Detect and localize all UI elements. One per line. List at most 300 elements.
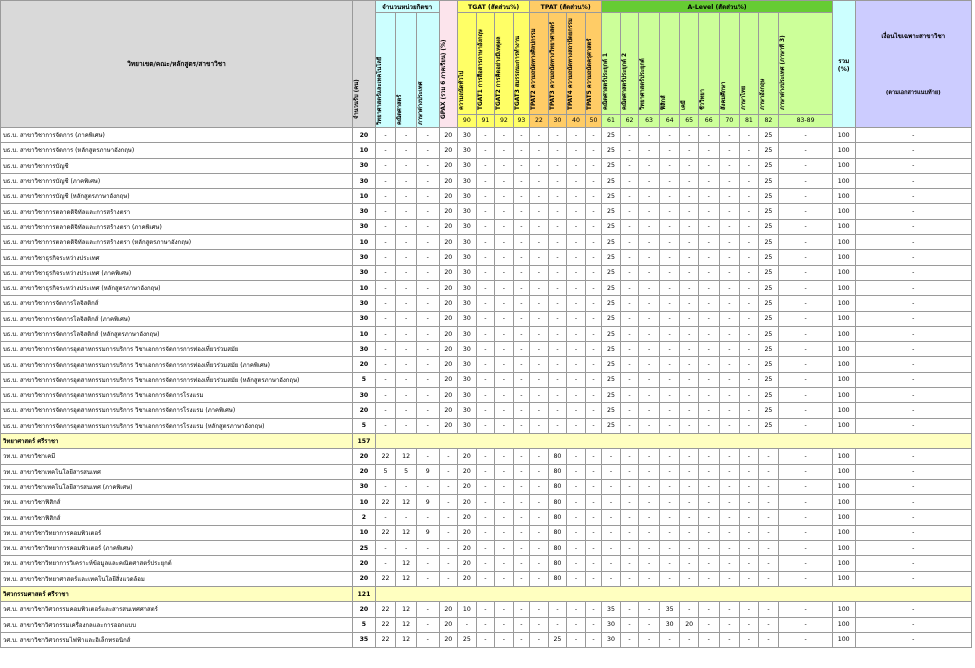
seats-cell: 20 (353, 449, 376, 464)
conditions-cell: - (855, 235, 971, 250)
alevel-cell: - (698, 326, 719, 341)
program-row (1, 571, 972, 586)
conditions-cell: - (855, 158, 971, 173)
tgat-cell: 30 (458, 372, 477, 387)
tgat-cell: 30 (458, 265, 477, 280)
alevel-cell: 35 (659, 602, 680, 617)
tgat-cell: - (476, 219, 495, 234)
units-cell: - (416, 372, 439, 387)
total-cell: 100 (832, 372, 855, 387)
alevel-cell: - (779, 602, 833, 617)
alevel-cell: - (698, 265, 719, 280)
alevel-cell: - (758, 541, 779, 556)
alevel-cell: - (659, 265, 680, 280)
tgat-cell: - (476, 265, 495, 280)
alevel-cell: - (620, 510, 639, 525)
alevel-cell: - (659, 311, 680, 326)
alevel-cell: - (680, 418, 699, 433)
alevel-cell: 25 (758, 388, 779, 403)
alevel-cell: - (680, 479, 699, 494)
program-row (1, 525, 972, 540)
alevel-cell: - (698, 128, 719, 143)
alevel-cell: - (698, 250, 719, 265)
tgat-cell: - (476, 173, 495, 188)
total-cell: 100 (832, 357, 855, 372)
alevel-cell: - (620, 495, 639, 510)
alevel-cell: - (602, 495, 621, 510)
alevel-cell: - (639, 128, 660, 143)
alevel-cell: - (620, 173, 639, 188)
units-cell: - (375, 235, 396, 250)
seats-cell: 10 (353, 189, 376, 204)
alevel-cell: - (779, 173, 833, 188)
tpat-cell: - (567, 449, 586, 464)
tgat-col-header: TGAT1 การสื่อสารภาษาอังกฤษ (476, 13, 495, 115)
alevel-cell: 25 (758, 128, 779, 143)
total-cell: 100 (832, 418, 855, 433)
alevel-cell: - (639, 617, 660, 632)
alevel-cell: - (659, 296, 680, 311)
tpat-cell: - (585, 128, 601, 143)
tpat-cell: - (567, 311, 586, 326)
tgat-cell: - (513, 403, 529, 418)
conditions-cell: - (855, 143, 971, 158)
alevel-col-header: ภาษาอังกฤษ (758, 13, 779, 115)
gpax-cell: 20 (439, 403, 458, 418)
units-cell: - (416, 280, 439, 295)
faculty-row (1, 433, 972, 448)
alevel-cell: - (719, 143, 740, 158)
gpax-cell: - (439, 571, 458, 586)
gpax-cell: 20 (439, 296, 458, 311)
alevel-cell: - (779, 158, 833, 173)
units-cell: 9 (416, 525, 439, 540)
units-cell: 12 (396, 556, 417, 571)
units-cell: - (396, 219, 417, 234)
tgat-cell: 30 (458, 250, 477, 265)
tgat-cell: - (476, 128, 495, 143)
alevel-cell: - (620, 479, 639, 494)
alevel-cell: - (680, 265, 699, 280)
tgat-cell: - (476, 525, 495, 540)
tpat-cell: - (585, 525, 601, 540)
tgat-cell: - (495, 571, 514, 586)
tgat-cell: - (476, 418, 495, 433)
tpat-cell: - (567, 265, 586, 280)
gpax-cell: 20 (439, 204, 458, 219)
tgat-cell: - (495, 357, 514, 372)
total-cell: 100 (832, 219, 855, 234)
alevel-cell: - (639, 250, 660, 265)
alevel-cell: - (698, 204, 719, 219)
alevel-cell: - (779, 525, 833, 540)
units-cell: 22 (375, 571, 396, 586)
tgat-cell: - (495, 219, 514, 234)
units-cell: - (416, 158, 439, 173)
alevel-cell: - (698, 219, 719, 234)
tpat-cell: - (530, 173, 549, 188)
seats-cell: 5 (353, 372, 376, 387)
units-cell: - (416, 571, 439, 586)
gpax-cell: - (439, 525, 458, 540)
tpat-cell: - (548, 143, 567, 158)
seats-cell: 10 (353, 495, 376, 510)
tpat-cell: - (548, 280, 567, 295)
alevel-cell: - (779, 280, 833, 295)
alevel-cell: - (659, 556, 680, 571)
alevel-cell: - (659, 449, 680, 464)
total-cell: 100 (832, 280, 855, 295)
units-cell: - (416, 388, 439, 403)
faculty-row (1, 586, 972, 601)
conditions-cell: - (855, 602, 971, 617)
tgat-cell: - (476, 571, 495, 586)
tpat-cell: - (567, 617, 586, 632)
gpax-cell: 20 (439, 143, 458, 158)
conditions-cell: - (855, 219, 971, 234)
alevel-cell: - (698, 235, 719, 250)
tgat-cell: 10 (458, 602, 477, 617)
seats-cell: 20 (353, 602, 376, 617)
conditions-cell: - (855, 403, 971, 418)
tgat-cell: 20 (458, 556, 477, 571)
tpat-cell: - (530, 632, 549, 647)
tpat-cell: - (567, 464, 586, 479)
alevel-cell: - (719, 265, 740, 280)
alevel-cell: 25 (758, 173, 779, 188)
alevel-cell: - (740, 449, 759, 464)
alevel-cell: - (659, 571, 680, 586)
program-row (1, 388, 972, 403)
units-cell: - (375, 556, 396, 571)
units-cell: - (396, 128, 417, 143)
alevel-cell: - (779, 357, 833, 372)
tgat-cell: - (513, 632, 529, 647)
tpat-cell: - (567, 571, 586, 586)
alevel-cell: - (620, 357, 639, 372)
tgat-cell: - (513, 235, 529, 250)
tgat-cell: - (513, 479, 529, 494)
units-cell: - (396, 372, 417, 387)
tpat-cell: - (585, 418, 601, 433)
tgat-cell: - (495, 143, 514, 158)
alevel-cell: - (719, 541, 740, 556)
tgat-cell: - (476, 189, 495, 204)
tpat-cell: - (548, 128, 567, 143)
conditions-cell: - (855, 311, 971, 326)
alevel-cell: - (680, 510, 699, 525)
tgat-cell: - (513, 449, 529, 464)
tgat-cell: 30 (458, 143, 477, 158)
tgat-cell: 30 (458, 342, 477, 357)
tgat-cell: - (495, 173, 514, 188)
alevel-cell: - (620, 280, 639, 295)
gpax-cell: 20 (439, 158, 458, 173)
alevel-cell: - (602, 571, 621, 586)
program-row (1, 464, 972, 479)
alevel-cell: - (680, 357, 699, 372)
tgat-cell: 25 (458, 632, 477, 647)
tpat-cell: - (548, 602, 567, 617)
tpat-cell: 80 (548, 556, 567, 571)
alevel-cell: 25 (758, 189, 779, 204)
units-cell: - (416, 342, 439, 357)
alevel-cell: - (680, 204, 699, 219)
program-row (1, 556, 972, 571)
alevel-cell: 25 (602, 372, 621, 387)
tgat-cell: - (495, 326, 514, 341)
alevel-cell: - (659, 464, 680, 479)
alevel-cell: - (719, 403, 740, 418)
units-cell: 22 (375, 602, 396, 617)
alevel-cell: 25 (602, 219, 621, 234)
seats-cell: 10 (353, 235, 376, 250)
alevel-cell: 25 (602, 311, 621, 326)
alevel-cell: - (620, 372, 639, 387)
tpat-cell: - (530, 219, 549, 234)
tgat-cell: - (476, 296, 495, 311)
units-cell: - (375, 173, 396, 188)
total-cell: 100 (832, 510, 855, 525)
tpat-cell: - (530, 357, 549, 372)
tgat-cell: - (513, 418, 529, 433)
alevel-cell: - (698, 311, 719, 326)
units-cell: - (396, 403, 417, 418)
tpat-cell: - (567, 632, 586, 647)
tpat-cell: - (567, 143, 586, 158)
alevel-cell: - (698, 525, 719, 540)
tpat-cell: - (548, 235, 567, 250)
alevel-cell: - (779, 495, 833, 510)
units-col-header: ภาษาต่างประเทศ (416, 13, 439, 128)
alevel-cell: - (740, 372, 759, 387)
gpax-cell: 20 (439, 219, 458, 234)
total-cell: 100 (832, 464, 855, 479)
seats-cell: 30 (353, 173, 376, 188)
total-cell: 100 (832, 388, 855, 403)
tpat-cell: 80 (548, 571, 567, 586)
alevel-cell: - (779, 632, 833, 647)
alevel-col-code: 66 (698, 114, 719, 127)
seats-cell: 30 (353, 250, 376, 265)
alevel-cell: - (680, 326, 699, 341)
program-name-cell: บธ.บ. สาขาวิชาการจัดการอุตสาหกรรมการบริการ วิชาเอกการจัดการการท่องเที่ยวร่วมสมัย (1, 342, 353, 357)
tgat-cell: - (513, 602, 529, 617)
tpat-cell: - (530, 602, 549, 617)
gpax-cell: 20 (439, 342, 458, 357)
tgat-cell: - (476, 602, 495, 617)
alevel-cell: - (758, 571, 779, 586)
alevel-cell: 25 (602, 357, 621, 372)
tgat-cell: - (513, 388, 529, 403)
tpat-cell: - (567, 418, 586, 433)
program-name-cell: บธ.บ. สาขาวิชาการบัญชี (ภาคพิเศษ) (1, 173, 353, 188)
program-name-cell: บธ.บ. สาขาวิชาการจัดการอุตสาหกรรมการบริการ วิชาเอกการจัดการการท่องเที่ยวร่วมสมัย (หลักสูตรภาษาอังกฤษ) (1, 372, 353, 387)
units-cell: - (375, 280, 396, 295)
alevel-cell: - (719, 204, 740, 219)
units-cell: - (396, 158, 417, 173)
alevel-cell: - (740, 265, 759, 280)
alevel-cell: 25 (602, 235, 621, 250)
alevel-cell: 25 (602, 204, 621, 219)
tpat-cell: - (530, 326, 549, 341)
alevel-cell: - (639, 311, 660, 326)
alevel-cell: - (639, 173, 660, 188)
alevel-cell: 25 (602, 128, 621, 143)
alevel-col-code: 64 (659, 114, 680, 127)
tgat-cell: - (513, 265, 529, 280)
program-row (1, 418, 972, 433)
tpat-cell: - (548, 311, 567, 326)
gpax-cell: - (439, 449, 458, 464)
alevel-cell: - (779, 296, 833, 311)
alevel-cell: - (680, 250, 699, 265)
tpat-cell: - (530, 128, 549, 143)
alevel-cell: - (779, 311, 833, 326)
alevel-cell: - (659, 158, 680, 173)
alevel-cell: - (698, 189, 719, 204)
alevel-col-code: 65 (680, 114, 699, 127)
total-cell: 100 (832, 632, 855, 647)
tgat-cell: - (495, 556, 514, 571)
program-name-cell: วิทยาศาสตร์ ศรีราชา (1, 433, 353, 448)
alevel-cell: - (639, 235, 660, 250)
alevel-cell: - (602, 525, 621, 540)
alevel-cell: - (620, 602, 639, 617)
alevel-cell: - (659, 189, 680, 204)
tgat-cell: - (476, 204, 495, 219)
tgat-cell: - (476, 342, 495, 357)
tpat-cell: - (567, 357, 586, 372)
tpat-cell: 80 (548, 464, 567, 479)
total-cell: 100 (832, 495, 855, 510)
alevel-cell: - (659, 632, 680, 647)
alevel-cell: - (639, 510, 660, 525)
seats-cell: 30 (353, 219, 376, 234)
alevel-cell: - (659, 479, 680, 494)
tpat-cell: - (567, 602, 586, 617)
gpax-cell: 20 (439, 357, 458, 372)
program-row (1, 357, 972, 372)
tpat-cell: - (585, 158, 601, 173)
alevel-cell: - (620, 571, 639, 586)
alevel-cell: - (740, 326, 759, 341)
tgat-cell: - (495, 372, 514, 387)
tpat-cell: - (530, 280, 549, 295)
program-name-cell: บธ.บ. สาขาวิชาการบัญชี (หลักสูตรภาษาอังกฤษ) (1, 189, 353, 204)
tgat-cell: - (476, 510, 495, 525)
program-name-cell: บธ.บ. สาขาวิชาการจัดการโลจิสติกส์ (หลักสูตรภาษาอังกฤษ) (1, 326, 353, 341)
units-cell: - (375, 479, 396, 494)
gpax-cell: 20 (439, 189, 458, 204)
program-name-cell: วท.บ. สาขาวิชาวิทยาการคอมพิวเตอร์ (ภาคพิเศษ) (1, 541, 353, 556)
units-cell: - (416, 510, 439, 525)
units-cell: - (396, 280, 417, 295)
tgat-col-code: 93 (513, 114, 529, 127)
tpat-cell: - (585, 143, 601, 158)
tpat-cell: - (567, 204, 586, 219)
tgat-col-code: 92 (495, 114, 514, 127)
alevel-cell: - (659, 525, 680, 540)
tpat-cell: - (530, 464, 549, 479)
alevel-col-header: สังคมศึกษา (719, 13, 740, 115)
tpat-cell: - (585, 632, 601, 647)
tgat-cell: 30 (458, 128, 477, 143)
tgat-cell: - (513, 189, 529, 204)
alevel-cell: - (698, 602, 719, 617)
tpat-cell: 25 (548, 632, 567, 647)
alevel-cell: - (779, 449, 833, 464)
program-name-cell: บธ.บ. สาขาวิชาการจัดการโลจิสติกส์ (ภาคพิเศษ) (1, 311, 353, 326)
total-cell: 100 (832, 571, 855, 586)
alevel-cell: - (740, 602, 759, 617)
tgat-cell: - (513, 541, 529, 556)
alevel-cell: 25 (602, 173, 621, 188)
alevel-cell: - (602, 449, 621, 464)
conditions-cell: - (855, 342, 971, 357)
tgat-cell: - (513, 357, 529, 372)
program-name-cell: บธ.บ. สาขาวิชาธุรกิจระหว่างประเทศ (ภาคพิเศษ) (1, 265, 353, 280)
gpax-cell: 20 (439, 632, 458, 647)
tgat-cell: 30 (458, 280, 477, 295)
alevel-cell: - (620, 265, 639, 280)
alevel-cell: - (698, 418, 719, 433)
alevel-cell: - (620, 388, 639, 403)
alevel-col-code: 70 (719, 114, 740, 127)
units-cell: 5 (375, 464, 396, 479)
units-cell: - (416, 143, 439, 158)
program-name-cell: บธ.บ. สาขาวิชาธุรกิจระหว่างประเทศ (หลักสูตรภาษาอังกฤษ) (1, 280, 353, 295)
tpat-cell: - (567, 510, 586, 525)
alevel-cell: - (620, 296, 639, 311)
alevel-cell: 25 (758, 403, 779, 418)
alevel-cell: - (620, 342, 639, 357)
alevel-cell: - (659, 541, 680, 556)
program-row (1, 479, 972, 494)
alevel-cell: - (779, 372, 833, 387)
alevel-cell: - (639, 403, 660, 418)
tpat-cell: - (567, 541, 586, 556)
tpat-cell: - (585, 265, 601, 280)
units-cell: - (375, 143, 396, 158)
alevel-cell: - (659, 143, 680, 158)
seats-column-header: จำนวนรับ (คน) (353, 1, 376, 128)
alevel-cell: - (758, 464, 779, 479)
alevel-cell: - (659, 280, 680, 295)
program-name-cell: วท.บ. สาขาวิชาเทคโนโลยีสารสนเทศ (1, 464, 353, 479)
alevel-cell: - (740, 250, 759, 265)
tgat-cell: - (513, 556, 529, 571)
alevel-cell: - (719, 219, 740, 234)
alevel-cell: - (680, 342, 699, 357)
alevel-cell: - (779, 189, 833, 204)
alevel-cell: - (680, 388, 699, 403)
alevel-cell: - (620, 189, 639, 204)
units-cell: - (416, 418, 439, 433)
program-name-cell: วท.บ. สาขาวิชาวิทยาการคอมพิวเตอร์ (1, 525, 353, 540)
alevel-col-header: คณิตศาสตร์ประยุกต์ 2 (620, 13, 639, 115)
alevel-cell: - (659, 403, 680, 418)
gpax-cell: 20 (439, 311, 458, 326)
alevel-cell: - (719, 372, 740, 387)
tgat-cell: 20 (458, 449, 477, 464)
alevel-cell: - (758, 495, 779, 510)
tgat-cell: - (513, 495, 529, 510)
units-col-header: คณิตศาสตร์ (396, 13, 417, 128)
units-cell: - (416, 556, 439, 571)
alevel-cell: - (639, 280, 660, 295)
tpat-cell: - (530, 235, 549, 250)
